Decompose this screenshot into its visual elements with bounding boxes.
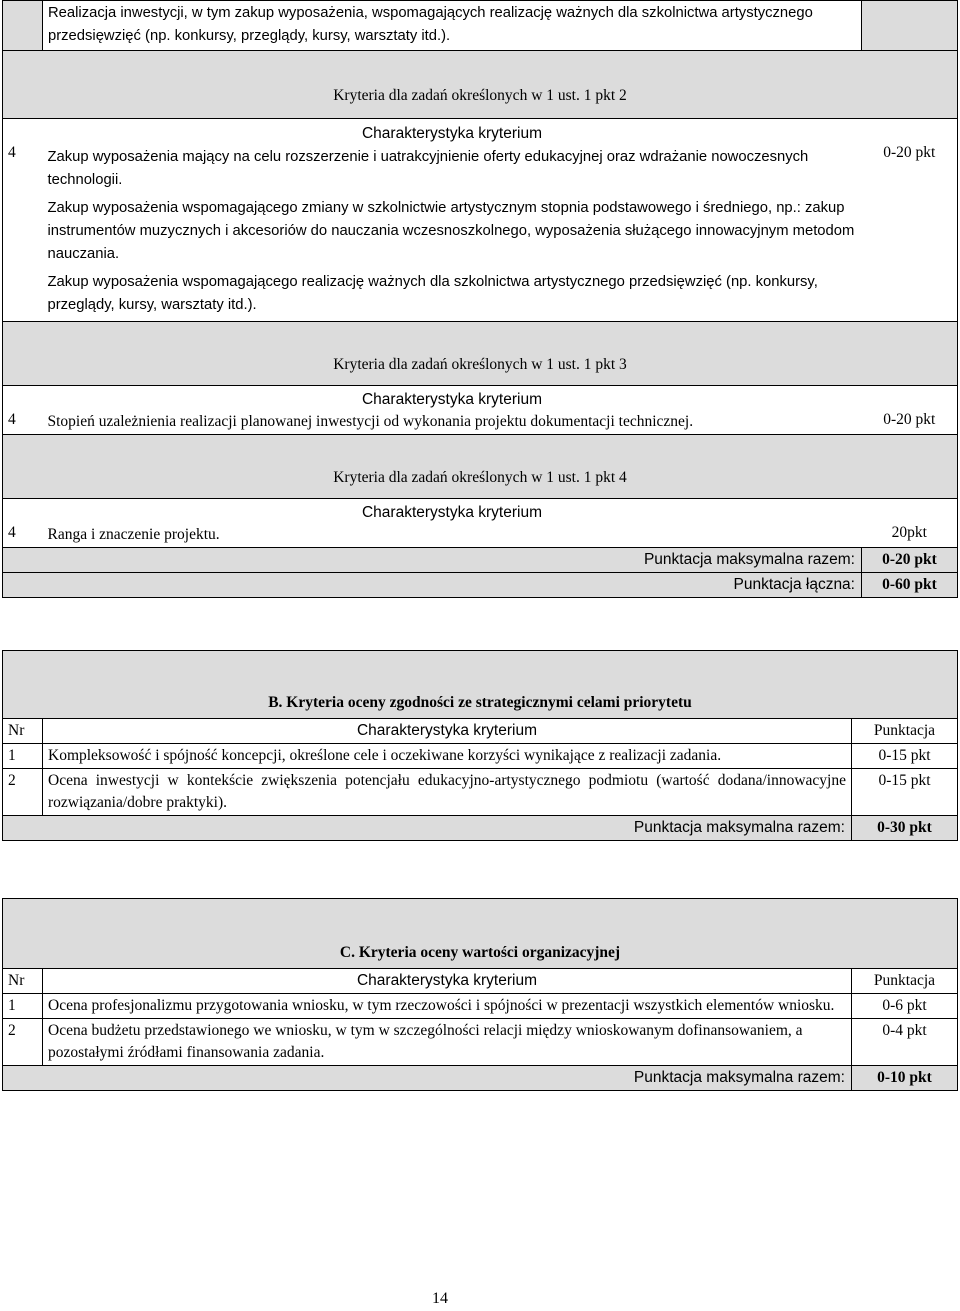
section-b-row-2-points: 0-15 pkt [851, 769, 957, 816]
section-c-row-2-nr: 2 [3, 1019, 43, 1066]
section-c-max-row [3, 1066, 958, 1091]
section-b-max-label: Punktacja maksymalna razem: [3, 816, 852, 841]
pkt2-paragraph-1: Zakup wyposażenia mający na celu rozszerzenie i uatrakcyjnienie oferty edukacyjnej oraz wdrażanie nowoczesnych technologii. [47, 149, 809, 188]
section-b-max-value: 0-30 pkt [851, 816, 957, 841]
pkt4-char-heading: Charakterystyka kryterium [361, 504, 542, 522]
pkt2-paragraph-2: Zakup wyposażenia wspomagającego zmiany w szkolnictwie artystycznym stopnia podstawowego i średniego, np.: zakup instrumentów muzycznych i akcesoriów do nauczania wczesnoszkolnego, wyposażenia służącego innowacyjnym metodom nauczania. [47, 199, 855, 262]
section-b-row-1 [3, 744, 958, 769]
pkt2-points: 0-20 pkt [862, 119, 958, 322]
section-c-table [2, 898, 958, 1091]
section-c-row-2 [3, 1019, 958, 1066]
section-c-header-row [3, 969, 958, 994]
pkt2-heading: Kryteria dla zadań określonych w 1 ust. 1 pkt 2 [3, 51, 958, 119]
section-c-header-char: Charakterystyka kryterium [43, 969, 852, 994]
pkt4-nr: 4 [3, 499, 43, 548]
pkt4-content [43, 499, 862, 548]
pkt3-row [3, 386, 958, 435]
section-b-title: B. Kryteria oceny zgodności ze strategicznymi celami priorytetu [3, 651, 958, 719]
intro-text: Realizacja inwestycji, w tym zakup wyposażenia, wspomagających realizację ważnych dla szkolnictwa artystycznego przedsięwzięć (np. konkursy, przeglądy, kursy, warsztaty itd.). [43, 1, 862, 51]
section-a-total-label: Punktacja łączna: [3, 573, 862, 598]
pkt4-heading: Kryteria dla zadań określonych w 1 ust. 1 pkt 4 [3, 435, 958, 499]
section-a-max-label: Punktacja maksymalna razem: [3, 548, 862, 573]
pkt3-heading-row [3, 322, 958, 386]
section-b-row-1-points: 0-15 pkt [851, 744, 957, 769]
section-c-row-2-points: 0-4 pkt [851, 1019, 957, 1066]
section-c-header-points: Punktacja [851, 969, 957, 994]
pkt2-row [3, 119, 958, 322]
section-b-row-2-text: Ocena inwestycji w kontekście zwiększenia potencjału edukacyjno-artystycznego podmiotu (wartość dodana/innowacyjne rozwiązania/dobre praktyki). [43, 769, 852, 816]
pkt3-content [43, 386, 862, 435]
section-c-title-row [3, 899, 958, 969]
section-c-max-label: Punktacja maksymalna razem: [3, 1066, 852, 1091]
section-a-max-row [3, 548, 958, 573]
section-b-header-char: Charakterystyka kryterium [43, 719, 852, 744]
section-a-table [2, 0, 958, 598]
pkt2-heading-row [3, 51, 958, 119]
section-b-row-1-text: Kompleksowość i spójność koncepcji, określone cele i oczekiwane korzyści wynikające z realizacji zadania. [43, 744, 852, 769]
section-c-row-1-nr: 1 [3, 994, 43, 1019]
pkt2-char-heading: Charakterystyka kryterium [361, 125, 542, 142]
section-b-header-nr: Nr [3, 719, 43, 744]
pkt4-text: Ranga i znaczenie projektu. [47, 526, 220, 544]
pkt3-text: Stopień uzależnienia realizacji planowanej inwestycji od wykonania projektu dokumentacji technicznej. [47, 413, 694, 431]
section-c-row-1 [3, 994, 958, 1019]
section-b-row-2 [3, 769, 958, 816]
pkt4-points: 20pkt [862, 499, 958, 548]
section-b-header-points: Punktacja [851, 719, 957, 744]
section-a-total-row [3, 573, 958, 598]
pkt2-nr: 4 [3, 119, 43, 322]
pkt4-row [3, 499, 958, 548]
section-c-row-1-points: 0-6 pkt [851, 994, 957, 1019]
section-b-title-row [3, 651, 958, 719]
section-c-max-value: 0-10 pkt [851, 1066, 957, 1091]
pkt2-content [43, 119, 862, 322]
section-b-max-row [3, 816, 958, 841]
pkt3-points: 0-20 pkt [862, 386, 958, 435]
intro-row [3, 1, 958, 51]
section-b-row-2-nr: 2 [3, 769, 43, 816]
section-c-title: C. Kryteria oceny wartości organizacyjnej [3, 899, 958, 969]
section-b-row-1-nr: 1 [3, 744, 43, 769]
section-b-header-row [3, 719, 958, 744]
pkt3-nr: 4 [3, 386, 43, 435]
section-c-header-nr: Nr [3, 969, 43, 994]
page-number: 14 [432, 1290, 448, 1307]
section-c-row-2-text: Ocena budżetu przedstawionego we wniosku, w tym w szczególności relacji między wnioskowanym dofinansowaniem, a pozostałymi źródłami finansowania zadania. [43, 1019, 852, 1066]
section-a-max-value: 0-20 pkt [862, 548, 958, 573]
pkt2-paragraph-3: Zakup wyposażenia wspomagającego realizację ważnych dla szkolnictwa artystycznego przedsięwzięć (np. konkursy, przeglądy, kursy, warsztaty itd.). [47, 273, 818, 313]
pkt4-heading-row [3, 435, 958, 499]
pkt3-char-heading: Charakterystyka kryterium [361, 391, 542, 409]
section-c-row-1-text: Ocena profesjonalizmu przygotowania wniosku, w tym rzeczowości i spójności w prezentacji wszystkich elementów wniosku. [43, 994, 852, 1019]
pkt3-heading: Kryteria dla zadań określonych w 1 ust. 1 pkt 3 [3, 322, 958, 386]
section-a-total-value: 0-60 pkt [862, 573, 958, 598]
section-b-table [2, 650, 958, 841]
